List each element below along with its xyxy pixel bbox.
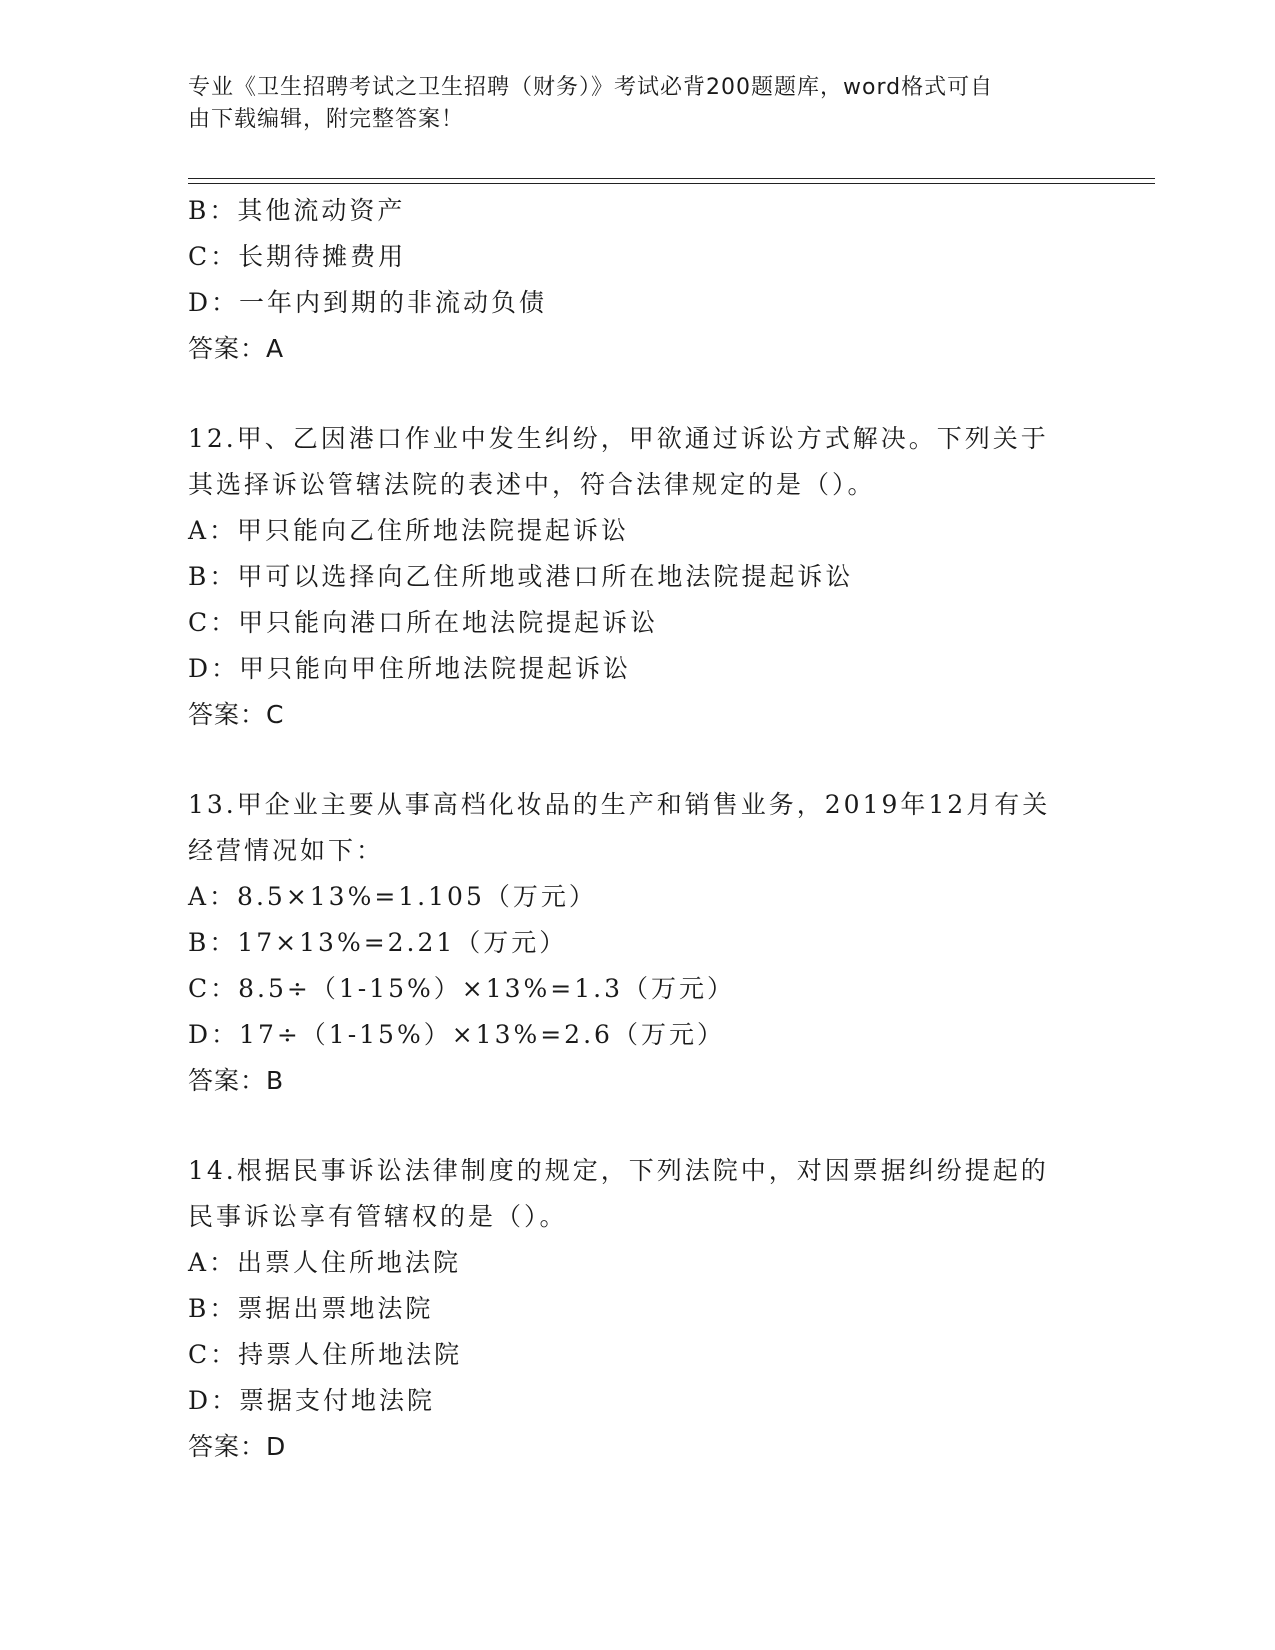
option-d: D：票据支付地法院 [188,1386,436,1415]
question-stem-line: 12.甲、乙因港口作业中发生纠纷，甲欲通过诉讼方式解决。下列关于 [188,424,1049,453]
option-d: D：一年内到期的非流动负债 [188,288,548,317]
answer-label: 答案：C [188,700,285,729]
header-divider-bottom [188,183,1155,184]
question-stem-line: 14.根据民事诉讼法律制度的规定，下列法院中，对因票据纠纷提起的 [188,1156,1049,1185]
header-line-1: 专业《卫生招聘考试之卫生招聘（财务）》考试必背200题题库，word格式可自 [188,75,994,100]
option-a: A：8.5×13%=1.105（万元） [188,882,597,911]
option-c: C：8.5÷（1-15%）×13%=1.3（万元） [188,974,735,1003]
question-stem-line: 13.甲企业主要从事高档化妆品的生产和销售业务，2019年12月有关 [188,790,1051,819]
option-d: D：甲只能向甲住所地法院提起诉讼 [188,654,632,683]
option-a: A：甲只能向乙住所地法院提起诉讼 [188,516,630,545]
answer-label: 答案：A [188,334,285,363]
option-c: C：持票人住所地法院 [188,1340,463,1369]
spacer [188,738,1088,782]
answer-label: 答案：B [188,1066,285,1095]
option-c: C：长期待摊费用 [188,242,407,271]
spacer [188,372,1088,416]
option-a: A：出票人住所地法院 [188,1248,462,1277]
question-stem-line: 民事诉讼享有管辖权的是（）。 [188,1202,568,1231]
question-stem-line: 经营情况如下： [188,836,385,865]
document-header [188,72,1068,136]
option-b: B：17×13%=2.21（万元） [188,928,568,957]
option-b: B：票据出票地法院 [188,1294,434,1323]
header-line-2: 由下载编辑，附完整答案！ [188,107,465,132]
option-b: B：甲可以选择向乙住所地或港口所在地法院提起诉讼 [188,562,854,591]
option-b: B：其他流动资产 [188,196,406,225]
question-14 [188,1148,1088,1470]
question-stem-line: 其选择诉讼管辖法院的表述中，符合法律规定的是（）。 [188,470,876,499]
question-12 [188,416,1088,738]
question-list [188,188,1088,1470]
header-divider-top [188,178,1155,179]
answer-label: 答案：D [188,1432,287,1461]
option-c: C：甲只能向港口所在地法院提起诉讼 [188,608,659,637]
option-d: D：17÷（1-15%）×13%=2.6（万元） [188,1020,725,1049]
spacer [188,1104,1088,1148]
question-11-fragment [188,188,1088,372]
question-13 [188,782,1088,1104]
